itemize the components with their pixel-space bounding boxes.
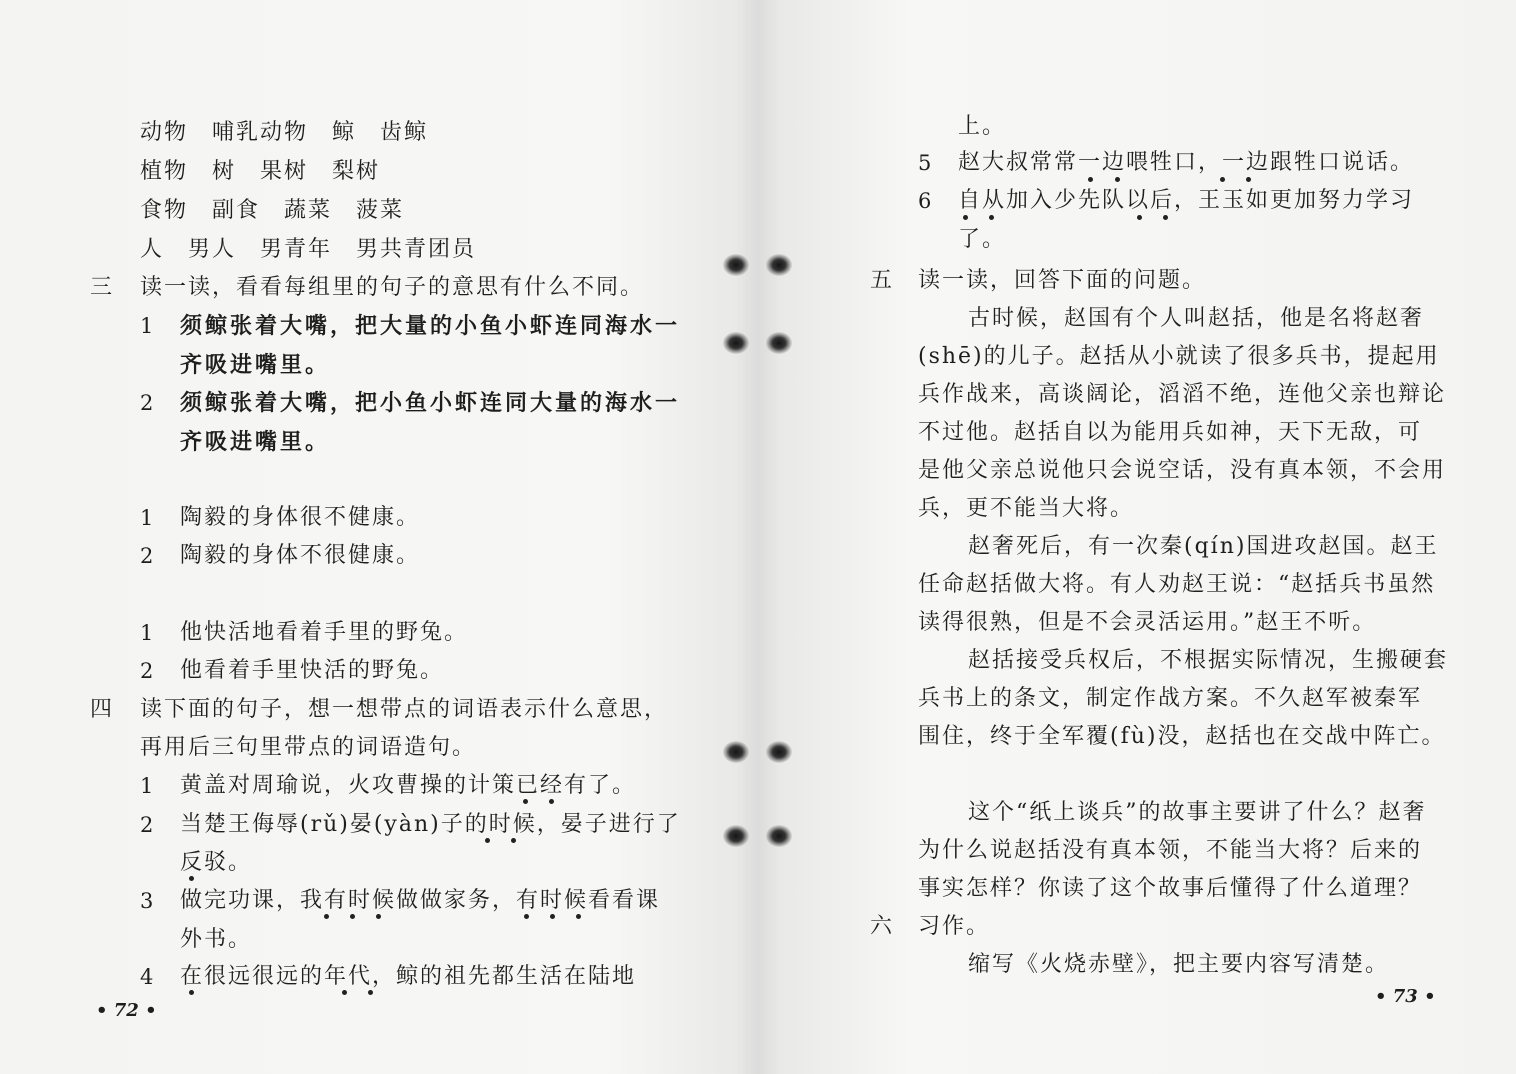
binding-hole	[723, 825, 749, 847]
emphasis-dot	[576, 914, 581, 919]
sentence-line: 陶毅的身体不很健康。	[180, 543, 421, 568]
item-number: 2	[140, 544, 154, 568]
right-page	[758, 0, 1516, 1074]
emphasis-dot	[189, 876, 194, 881]
category-line-person: 人 男人 男青年 男共青团员	[140, 237, 477, 262]
emphasis-dot	[1115, 177, 1120, 182]
example-sentence: 做完功课，我有时候做做家务，有时候看看课	[180, 888, 661, 913]
sentence-line: 他快活地看着手里的野兔。	[180, 620, 469, 645]
emphasis-dot	[963, 215, 968, 220]
binding-hole	[723, 254, 749, 276]
section-4-title: 读下面的句子，想一想带点的词语表示什么意思，	[140, 697, 669, 722]
page-number: • 73 •	[1375, 986, 1436, 1007]
section-5-title: 读一读，回答下面的问题。	[918, 268, 1207, 293]
item-number: 6	[918, 189, 932, 213]
section-3-marker: 三	[90, 275, 113, 300]
continued-line: 上。	[958, 114, 1007, 139]
example-sentence: 自从加入少先队以后，王玉如更加努力学习	[958, 188, 1415, 213]
emphasis-dot	[1220, 177, 1225, 182]
story-line: 赵括接受兵权后，不根据实际情况，生搬硬套	[968, 648, 1449, 673]
emphasis-dot	[989, 215, 994, 220]
item-number: 1	[140, 621, 154, 645]
example-sentence: 在很远很远的年代，鲸的祖先都生活在陆地	[180, 964, 637, 989]
emphasis-dot	[485, 838, 490, 843]
page-number: • 72 •	[96, 1000, 157, 1021]
section-6-marker: 六	[870, 914, 893, 939]
emphasis-dot	[511, 838, 516, 843]
example-sentence: 了。	[958, 227, 1007, 252]
story-line: 读得很熟，但是不会灵活运用。”赵王不听。	[918, 610, 1377, 635]
emphasis-dot	[1163, 215, 1168, 220]
category-line-plant: 植物 树 果树 梨树	[140, 159, 381, 184]
emphasis-dot	[376, 914, 381, 919]
emphasis-dot	[523, 799, 528, 804]
story-line: 是他父亲总说他只会说空话，没有真本领，不会用	[918, 458, 1447, 483]
category-line-food: 食物 副食 蔬菜 菠菜	[140, 198, 405, 223]
emphasis-dot	[550, 914, 555, 919]
binding-hole	[723, 332, 749, 354]
story-line: 围住，终于全军覆(fù)没，赵括也在交战中阵亡。	[918, 724, 1446, 749]
sentence-line: 陶毅的身体很不健康。	[180, 505, 421, 530]
category-line-animal: 动物 哺乳动物 鲸 齿鲸	[140, 120, 429, 145]
example-sentence: 当楚王侮辱(rǔ)晏(yàn)子的时候，晏子进行了	[180, 812, 681, 837]
story-line: 兵作战来，高谈阔论，滔滔不绝，连他父亲也辩论	[918, 382, 1447, 407]
section-3-title: 读一读，看看每组里的句子的意思有什么不同。	[140, 275, 645, 300]
section-5-marker: 五	[870, 268, 893, 293]
example-sentence: 黄盖对周瑜说，火攻曹操的计策已经有了。	[180, 773, 637, 798]
item-number: 1	[140, 506, 154, 530]
emphasis-dot	[1246, 177, 1251, 182]
item-number: 1	[140, 774, 154, 798]
binding-hole	[723, 741, 749, 763]
story-line: 赵奢死后，有一次秦(qín)国进攻赵国。赵王	[968, 534, 1439, 559]
item-number: 4	[140, 965, 154, 989]
emphasis-dot	[324, 914, 329, 919]
story-line: 古时候，赵国有个人叫赵括，他是名将赵奢	[968, 306, 1425, 331]
sentence-line: 须鲸张着大嘴，把小鱼小虾连同大量的海水一	[180, 390, 681, 416]
item-number: 2	[140, 391, 154, 415]
item-number: 2	[140, 813, 154, 837]
sentence-line: 齐吸进嘴里。	[180, 429, 331, 455]
sentence-line: 他看着手里快活的野兔。	[180, 658, 445, 683]
section-4-title: 再用后三句里带点的词语造句。	[140, 735, 477, 760]
sentence-line: 须鲸张着大嘴，把大量的小鱼小虾连同海水一	[180, 313, 681, 339]
example-sentence: 外书。	[180, 927, 253, 952]
question-line: 事实怎样？你读了这个故事后懂得了什么道理？	[918, 876, 1423, 901]
example-sentence: 反驳。	[180, 850, 253, 875]
emphasis-dot	[549, 799, 554, 804]
sentence-line: 齐吸进嘴里。	[180, 352, 331, 378]
item-number: 1	[140, 314, 154, 338]
emphasis-dot	[342, 990, 347, 995]
item-number: 5	[918, 151, 932, 175]
question-line: 为什么说赵括没有真本领，不能当大将？后来的	[918, 838, 1423, 863]
story-line: (shē)的儿子。赵括从小就读了很多兵书，提起用	[918, 344, 1440, 369]
writing-task: 缩写《火烧赤壁》，把主要内容写清楚。	[968, 952, 1390, 977]
section-4-marker: 四	[90, 697, 113, 722]
question-line: 这个“纸上谈兵”的故事主要讲了什么？赵奢	[968, 800, 1427, 825]
story-line: 任命赵括做大将。有人劝赵王说：“赵括兵书虽然	[918, 572, 1436, 597]
emphasis-dot	[189, 990, 194, 995]
story-line: 不过他。赵括自以为能用兵如神，天下无敌，可	[918, 420, 1423, 445]
emphasis-dot	[1137, 215, 1142, 220]
story-line: 兵书上的条文，制定作战方案。不久赵军被秦军	[918, 686, 1423, 711]
item-number: 3	[140, 889, 154, 913]
emphasis-dot	[524, 914, 529, 919]
emphasis-dot	[1088, 177, 1093, 182]
emphasis-dot	[368, 990, 373, 995]
item-number: 2	[140, 659, 154, 683]
story-line: 兵，更不能当大将。	[918, 496, 1135, 521]
emphasis-dot	[350, 914, 355, 919]
example-sentence: 赵大叔常常一边喂牲口，一边跟牲口说话。	[958, 150, 1415, 175]
section-6-title: 习作。	[918, 914, 991, 939]
